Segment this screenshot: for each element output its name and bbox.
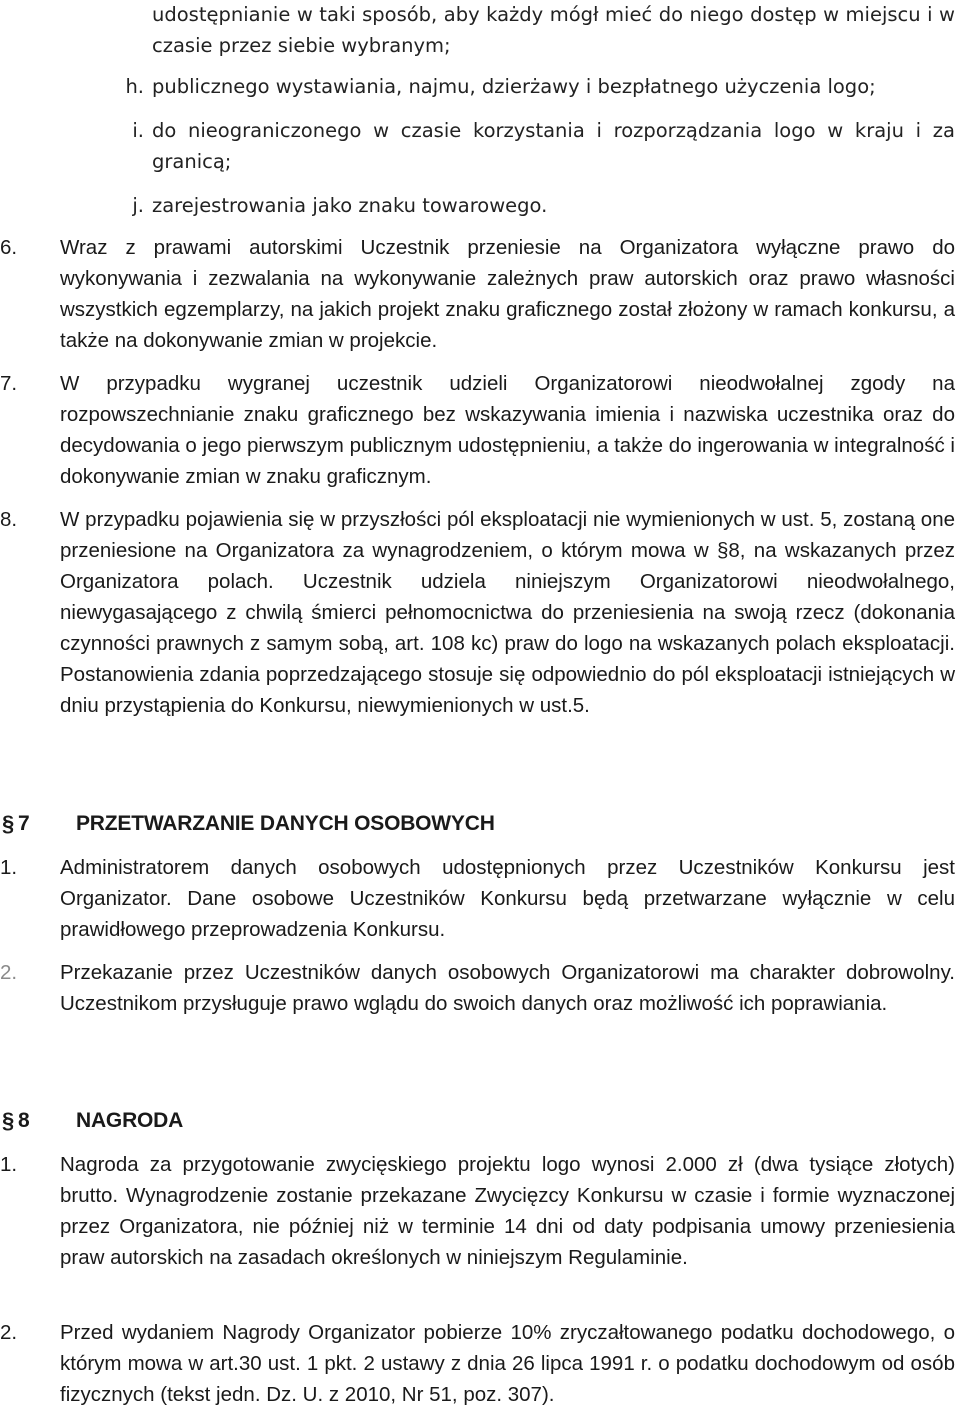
paragraph-text: W przypadku pojawienia się w przyszłości pól eksploatacji nie wymienionych w ust. 5, zostaną one przeniesione na Organizatora za wynagrodzeniem, o którym mowa w §8, na wskazanych przez Organizatora polach. Uczestnik udziela niniejszym Organizatorowi nieodwołalnego, niewygasającego z chwilą śmierci pełnomocnictwa do przeniesienia na swoją rzecz (dokonania czynności prawnych z samym sobą, art. 108 kc) praw do logo na wskazanych polach eksploatacji. Postanowienia zdania poprzedzającego stosuje się odpowiednio do pól eksploatacji istniejących w dniu przystąpienia do Konkursu, niewymienionych w ust.5. [60, 508, 955, 717]
section-number: 8 [18, 1109, 30, 1132]
list-text: zarejestrowania jako znaku towarowego. [152, 194, 548, 217]
paragraph-number: 1. [0, 856, 18, 879]
list-letter: i. [132, 119, 144, 142]
list-text: udostępnianie w taki sposób, aby każdy mógł mieć do niego dostęp w miejscu i w czasie przez siebie wybranym; [152, 3, 955, 57]
paragraph-number: 8. [0, 508, 18, 531]
section-symbol: § [2, 1108, 15, 1133]
paragraph-number: 2. [0, 961, 18, 984]
paragraph-text: Administratorem danych osobowych udostępnionych przez Uczestników Konkursu jest Organizator. Dane osobowe Uczestników Konkursu będą przetwarzane wyłącznie w celu prawidłowego przeprowadzenia Konkursu. [60, 856, 955, 941]
paragraph-text: Wraz z prawami autorskimi Uczestnik przeniesie na Organizatora wyłączne prawo do wykonywania i zezwalania na wykonywanie zależnych praw autorskich oraz prawo własności wszystkich egzemplarzy, na jakich projekt znaku graficznego został złożony w ramach konkursu, a także na dokonywanie zmian w projekcie. [60, 236, 955, 352]
section-symbol: § [2, 811, 15, 836]
section-heading [0, 1105, 960, 1137]
paragraph-text: Nagroda za przygotowanie zwycięskiego projektu logo wynosi 2.000 zł (dwa tysiące złotych) brutto. Wynagrodzenie zostanie przekazane Zwycięzcy Konkursu w czasie i formie wyznaczonej przez Organizatora, nie później niż w terminie 14 dni od daty podpisania umowy przeniesienia praw autorskich na zasadach określonych w niniejszym Regulaminie. [60, 1153, 955, 1269]
list-letter: j. [132, 194, 144, 217]
list-letter: h. [125, 75, 144, 98]
paragraph-number: 7. [0, 372, 18, 395]
paragraph-number: 6. [0, 236, 18, 259]
paragraph-number: 1. [0, 1153, 18, 1176]
section-title: NAGRODA [76, 1109, 184, 1132]
section-heading [0, 808, 960, 840]
paragraph-text: Przed wydaniem Nagrody Organizator pobierze 10% zryczałtowanego podatku dochodowego, o którym mowa w art.30 ust. 1 pkt. 2 ustawy z dnia 26 lipca 1991 r. o podatku dochodowym od osób fizycznych (tekst jedn. Dz. U. z 2010, Nr 51, poz. 307). [60, 1321, 955, 1406]
list-text: do nieograniczonego w czasie korzystania i rozporządzania logo w kraju i za granicą; [152, 119, 955, 173]
paragraph-text: Przekazanie przez Uczestników danych osobowych Organizatorowi ma charakter dobrowolny. Uczestnikom przysługuje prawo wglądu do swoich danych oraz możliwość ich poprawiania. [60, 961, 955, 1015]
paragraph-text: W przypadku wygranej uczestnik udzieli Organizatorowi nieodwołalnej zgody na rozpowszechnianie znaku graficznego bez wskazywania imienia i nazwiska uczestnika oraz do decydowania o jego pierwszym publicznym udostępnieniu, a także do ingerowania w integralność i dokonywanie zmian w znaku graficznym. [60, 372, 955, 488]
section-title: PRZETWARZANIE DANYCH OSOBOWYCH [76, 812, 495, 835]
paragraph-number: 2. [0, 1321, 18, 1344]
list-text: publicznego wystawiania, najmu, dzierżawy i bezpłatnego użyczenia logo; [152, 75, 876, 98]
section-number: 7 [18, 812, 30, 835]
